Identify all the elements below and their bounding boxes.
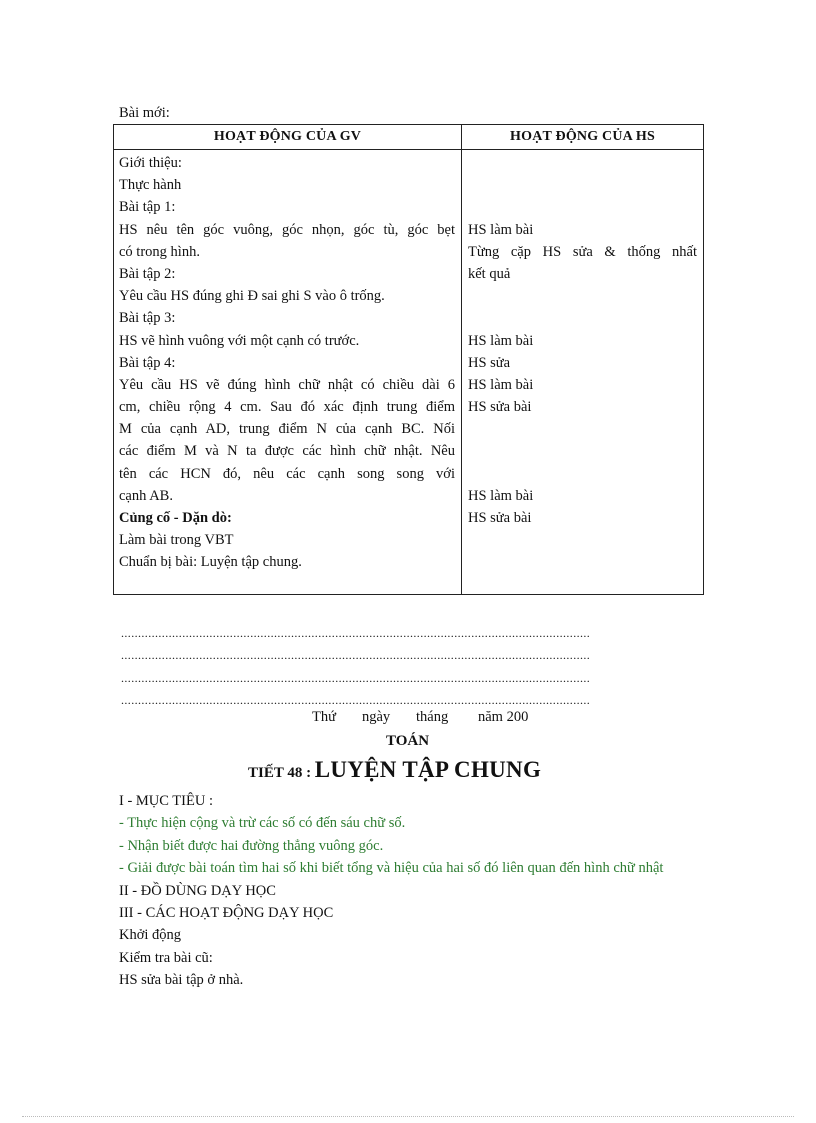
gv-line: Làm bài trong VBT [119, 532, 234, 549]
header-teacher-activity: HOẠT ĐỘNG CỦA GV [114, 125, 462, 150]
student-activity-cell [462, 150, 704, 595]
hs-line: HS làm bài [468, 221, 534, 238]
date-line [312, 709, 528, 726]
gv-line: Thực hành [119, 177, 182, 194]
gv-line: cm, chiều rộng 4 cm. Sau đó xác định trung điểm [119, 399, 455, 416]
hs-line [468, 196, 697, 218]
page-bottom-border [22, 1116, 794, 1118]
gv-line: Yêu cầu HS vẽ đúng hình chữ nhật có chiều dài 6 [119, 376, 455, 393]
hs-line: HS sửa bài [468, 399, 532, 416]
activities-heading: III - CÁC HOẠT ĐỘNG DẠY HỌC [119, 905, 334, 922]
hs-line: HS sửa [468, 354, 511, 371]
hs-line [468, 463, 697, 485]
teacher-activity-cell [114, 150, 462, 595]
hs-line: kết quả [468, 265, 511, 282]
notes-dotted-line: .......................................................................................................................................... [121, 648, 591, 662]
hs-line: HS làm bài [468, 487, 534, 504]
gv-line: M của cạnh AD, trung điểm N của cạnh BC. Nối [119, 421, 455, 438]
hs-line [468, 440, 697, 462]
activity-line: HS sửa bài tập ở nhà. [119, 972, 244, 989]
activity-table [113, 124, 704, 595]
gv-line: Bài tập 4: [119, 354, 176, 371]
activity-line: Kiểm tra bài cũ: [119, 949, 213, 966]
date-year: năm 200 [478, 709, 529, 725]
objective-item: - Nhận biết được hai đường thẳng vuông góc. [119, 837, 384, 854]
gv-line: Yêu cầu HS đúng ghi Đ sai ghi S vào ô trống. [119, 288, 385, 305]
date-weekday: Thứ [312, 709, 336, 725]
hs-line [468, 152, 697, 174]
objective-item: - Giải được bài toán tìm hai số khi biết tổng và hiệu của hai số đó liên quan đến hình chữ nhật [119, 860, 664, 877]
gv-line: HS nêu tên góc vuông, góc nhọn, góc tù, góc bẹt [119, 221, 455, 238]
gv-line: Bài tập 2: [119, 265, 176, 282]
objectives-heading: I - MỤC TIÊU : [119, 793, 213, 809]
gv-line: tên các HCN đó, nêu các cạnh song song với [119, 465, 455, 482]
hs-line: HS làm bài [468, 376, 534, 393]
gv-line-review-heading: Củng cố - Dặn dò: [119, 510, 232, 526]
gv-line: Bài tập 1: [119, 199, 176, 216]
hs-line [468, 307, 697, 329]
activity-line: Khởi động [119, 927, 182, 944]
gv-line: Bài tập 3: [119, 310, 176, 327]
notes-dotted-line: .......................................................................................................................................... [121, 671, 591, 685]
gv-line: Chuẩn bị bài: Luyện tập chung. [119, 554, 302, 571]
date-month: tháng [416, 709, 449, 725]
notes-dotted-line: .......................................................................................................................................... [121, 693, 591, 707]
hs-line: Từng cặp HS sửa & thống nhất [468, 243, 697, 260]
intro-label: Bài mới: [119, 105, 170, 121]
lesson-title: LUYỆN TẬP CHUNG [314, 757, 542, 782]
hs-line [468, 418, 697, 440]
objectives-section [119, 790, 719, 992]
hs-line: HS sửa bài [468, 510, 532, 526]
hs-line: HS làm bài [468, 332, 534, 349]
gv-line: có trong hình. [119, 243, 200, 260]
lesson-heading [248, 757, 541, 783]
notes-dotted-line: .......................................................................................................................................... [121, 626, 591, 640]
subject-title: TOÁN [386, 733, 430, 749]
hs-line [468, 174, 697, 196]
materials-heading: II - ĐỒ DÙNG DẠY HỌC [119, 882, 276, 899]
hs-line [468, 285, 697, 307]
gv-line: cạnh AB. [119, 487, 173, 504]
header-student-activity: HOẠT ĐỘNG CỦA HS [462, 125, 704, 150]
date-day: ngày [362, 709, 391, 725]
gv-line: các điểm M và N ta được các hình chữ nhật. Nêu [119, 443, 455, 460]
gv-line: Giới thiệu: [119, 155, 182, 171]
lesson-number: TIẾT 48 : [248, 765, 312, 781]
objective-item: - Thực hiện cộng và trừ các số có đến sáu chữ số. [119, 815, 406, 832]
gv-line: HS vẽ hình vuông với một cạnh có trước. [119, 332, 360, 349]
